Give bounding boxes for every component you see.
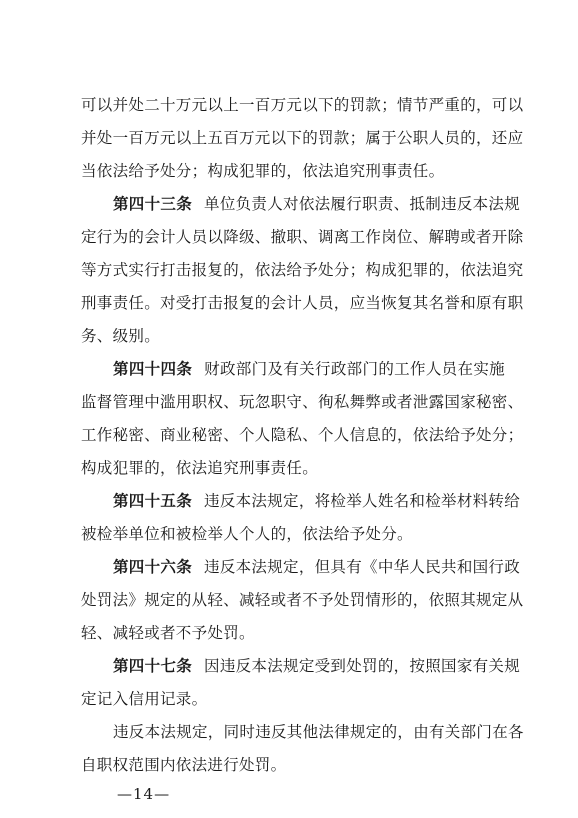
- article-43-first-line: [113, 194, 521, 214]
- text-line: 当依法给予处分；构成犯罪的，依法追究刑事责任。: [81, 162, 445, 180]
- article-46-first-line: [113, 557, 521, 577]
- closing-first-line: 违反本法规定，同时违反其他法律规定的，由有关部门在各: [113, 723, 524, 741]
- article-47-first-line: [113, 656, 521, 676]
- article-47-text: 因违反本法规定受到处罚的，按照国家有关规: [204, 657, 521, 675]
- text-line: 定记入信用记录。: [81, 690, 208, 708]
- article-45-heading: 第四十五条: [113, 492, 193, 510]
- text-line: 定行为的会计人员以降级、撤职、调离工作岗位、解聘或者开除: [81, 228, 524, 246]
- text-line: 务、级别。: [81, 327, 161, 345]
- article-44-first-line: [113, 359, 505, 379]
- page-number: —14—: [117, 785, 171, 803]
- text-line: 构成犯罪的，依法追究刑事责任。: [81, 459, 319, 477]
- article-46-heading: 第四十六条: [113, 558, 193, 576]
- article-46-text: 违反本法规定，但具有《中华人民共和国行政: [204, 558, 521, 576]
- article-47-heading: 第四十七条: [113, 657, 193, 675]
- article-43-text: 单位负责人对依法履行职责、抵制违反本法规: [204, 195, 521, 213]
- article-45-text: 违反本法规定，将检举人姓名和检举材料转给: [204, 492, 521, 510]
- text-line: 监督管理中滥用职权、玩忽职守、徇私舞弊或者泄露国家秘密、: [81, 393, 524, 411]
- article-45-first-line: [113, 491, 521, 511]
- text-line: 并处一百万元以上五百万元以下的罚款；属于公职人员的，还应: [81, 129, 524, 147]
- text-line: 刑事责任。对受打击报复的会计人员，应当恢复其名誉和原有职: [81, 294, 524, 312]
- text-line: 等方式实行打击报复的，依法给予处分；构成犯罪的，依法追究: [81, 261, 524, 279]
- text-line: 可以并处二十万元以上一百万元以下的罚款；情节严重的，可以: [81, 96, 524, 114]
- text-line: 自职权范围内依法进行处罚。: [81, 756, 287, 774]
- article-44-heading: 第四十四条: [113, 360, 193, 378]
- article-44-text: 财政部门及有关行政部门的工作人员在实施: [204, 360, 505, 378]
- article-43-heading: 第四十三条: [113, 195, 193, 213]
- text-line: 处罚法》规定的从轻、减轻或者不予处罚情形的，依照其规定从: [81, 591, 524, 609]
- text-line: 被检举单位和被检举人个人的，依法给予处分。: [81, 525, 413, 543]
- text-line: 工作秘密、商业秘密、个人隐私、个人信息的，依法给予处分；: [81, 426, 524, 444]
- text-line: 轻、减轻或者不予处罚。: [81, 624, 255, 642]
